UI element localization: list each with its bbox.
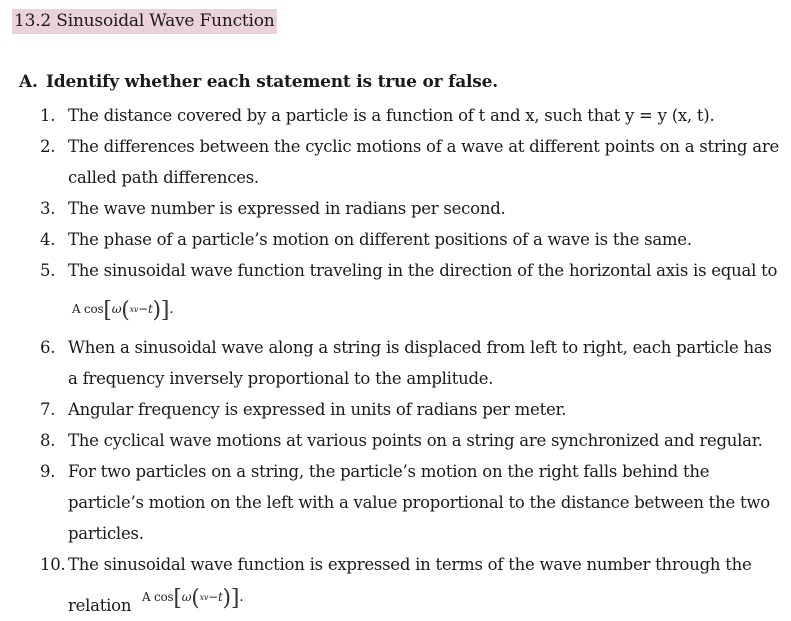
item-text: For two particles on a string, the particle’s motion on the right falls behind the particle’s motion on the left with a value proportional to the distance between the two particles.	[68, 462, 770, 543]
item-text: When a sinusoidal wave along a string is displaced from left to right, each particle has a frequency inversely proportional to the amplitude.	[68, 338, 772, 388]
section-title: 13.2 Sinusoidal Wave Function	[12, 9, 277, 34]
part-letter: A.	[19, 72, 38, 92]
question-item-1	[40, 100, 786, 131]
item-text: The differences between the cyclic motions of a wave at different points on a string are called path differences.	[68, 137, 779, 187]
question-item-3	[40, 193, 786, 224]
item-number: 2.	[40, 137, 56, 156]
wave-formula: A cos[ω(xv−t)].	[72, 298, 174, 323]
item-number: 1.	[40, 106, 56, 125]
wave-formula-2: A cos[ω(xv−t)].	[142, 586, 244, 611]
item-text: Angular frequency is expressed in units of radians per meter.	[68, 400, 567, 419]
item-text: The phase of a particle’s motion on different positions of a wave is the same.	[68, 230, 692, 249]
item-number: 4.	[40, 230, 56, 249]
part-heading-text: Identify whether each statement is true or false.	[46, 72, 499, 92]
question-item-2	[40, 131, 786, 193]
item-number: 6.	[40, 338, 56, 357]
question-item-5	[40, 255, 786, 332]
item-text: The sinusoidal wave function traveling in the direction of the horizontal axis is equal to	[68, 261, 778, 280]
question-list	[40, 100, 786, 620]
item-number: 9.	[40, 462, 56, 481]
question-item-8	[40, 425, 786, 456]
item-text: The distance covered by a particle is a function of t and x, such that y = y (x, t).	[68, 106, 715, 125]
formula-line	[68, 286, 786, 332]
question-item-9	[40, 456, 786, 549]
item-number: 3.	[40, 199, 56, 218]
relation-line	[68, 580, 786, 620]
question-item-7	[40, 394, 786, 425]
part-heading	[19, 72, 498, 92]
question-item-4	[40, 224, 786, 255]
item-number: 8.	[40, 431, 56, 450]
question-item-6	[40, 332, 786, 394]
item-number: 7.	[40, 400, 56, 419]
item-number: 10.	[40, 555, 66, 574]
item-text: The cyclical wave motions at various points on a string are synchronized and regular.	[68, 431, 763, 450]
item-text: The sinusoidal wave function is expressed in terms of the wave number through the	[68, 555, 752, 574]
item-number: 5.	[40, 261, 56, 280]
question-item-10	[40, 549, 786, 620]
relation-word: relation	[68, 596, 132, 615]
item-text: The wave number is expressed in radians per second.	[68, 199, 506, 218]
